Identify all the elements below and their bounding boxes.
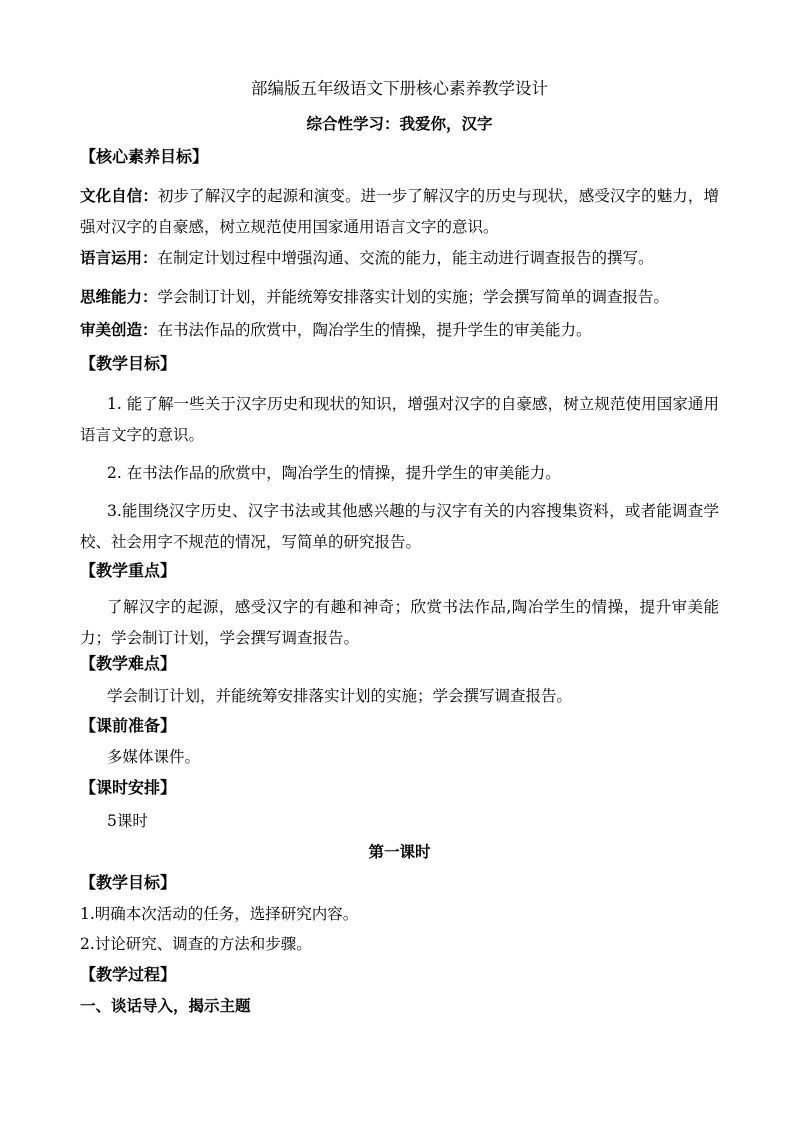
schedule-text: 5课时 [107, 812, 148, 830]
core-term: 文化自信： [80, 186, 158, 205]
section-heading-core-literacy: 【核心素养目标】 [80, 147, 209, 166]
core-item-cultural-confidence [80, 180, 719, 243]
section-heading-teaching-goals: 【教学目标】 [80, 354, 177, 373]
core-item-language-use [80, 248, 719, 268]
core-text: 初步了解汉字的起源和演变。进一步了解汉字的历史与现状，感受汉字的魅力，增强对汉字的自豪感，树立规范使用国家通用语言文字的意识。 [80, 187, 719, 236]
process-step-1: 一、谈话导入，揭示主题 [80, 996, 251, 1015]
section-heading-lesson-goals: 【教学目标】 [80, 873, 177, 892]
teaching-goal-3: 3.能围绕汉字历史、汉字书法或其他感兴趣的与汉字有关的内容搜集资料，或者能调查学校、社会用字不规范的情况，写简单的研究报告。 [80, 502, 719, 551]
teaching-goal-2: 2. 在书法作品的欣赏中，陶冶学生的情操，提升学生的审美能力。 [107, 464, 561, 482]
lesson-goal-2: 2.讨论研究、调查的方法和步骤。 [80, 935, 312, 953]
section-heading-difficulties: 【教学难点】 [80, 654, 177, 673]
document-subtitle: 综合性学习：我爱你，汉字 [306, 114, 493, 133]
core-text: 在制定计划过程中增强沟通、交流的能力，能主动进行调查报告的撰写。 [157, 249, 654, 267]
section-heading-key-points: 【教学重点】 [80, 561, 177, 580]
teaching-goal-1: 1. 能了解一些关于汉字历史和现状的知识，增强对汉字的自豪感，树立规范使用国家通用语言文字的意识。 [80, 395, 719, 444]
core-term: 思维能力： [80, 287, 158, 306]
preparation-text: 多媒体课件。 [107, 748, 201, 766]
section-heading-schedule: 【课时安排】 [80, 778, 177, 797]
core-term: 语言运用： [80, 248, 158, 267]
lesson-goal-1: 1.明确本次活动的任务，选择研究内容。 [80, 905, 359, 923]
core-item-thinking-ability [80, 287, 719, 307]
lesson-heading: 第一课时 [368, 842, 431, 861]
key-points-text: 了解汉字的起源，感受汉字的有趣和神奇；欣赏书法作品,陶冶学生的情操，提升审美能力；学会制订计划，学会撰写调查报告。 [80, 598, 719, 647]
core-text: 在书法作品的欣赏中，陶冶学生的情操，提升学生的审美能力。 [157, 321, 592, 339]
section-heading-process: 【教学过程】 [80, 965, 177, 984]
document-title: 部编版五年级语文下册核心素养教学设计 [251, 79, 548, 98]
core-text: 学会制订计划，并能统筹安排落实计划的实施；学会撰写简单的调查报告。 [157, 288, 670, 306]
difficulties-text: 学会制订计划，并能统筹安排落实计划的实施；学会撰写调查报告。 [107, 687, 573, 705]
core-term: 审美创造： [80, 320, 158, 339]
core-item-aesthetic-creation [80, 320, 719, 340]
section-heading-preparation: 【课前准备】 [80, 716, 177, 735]
